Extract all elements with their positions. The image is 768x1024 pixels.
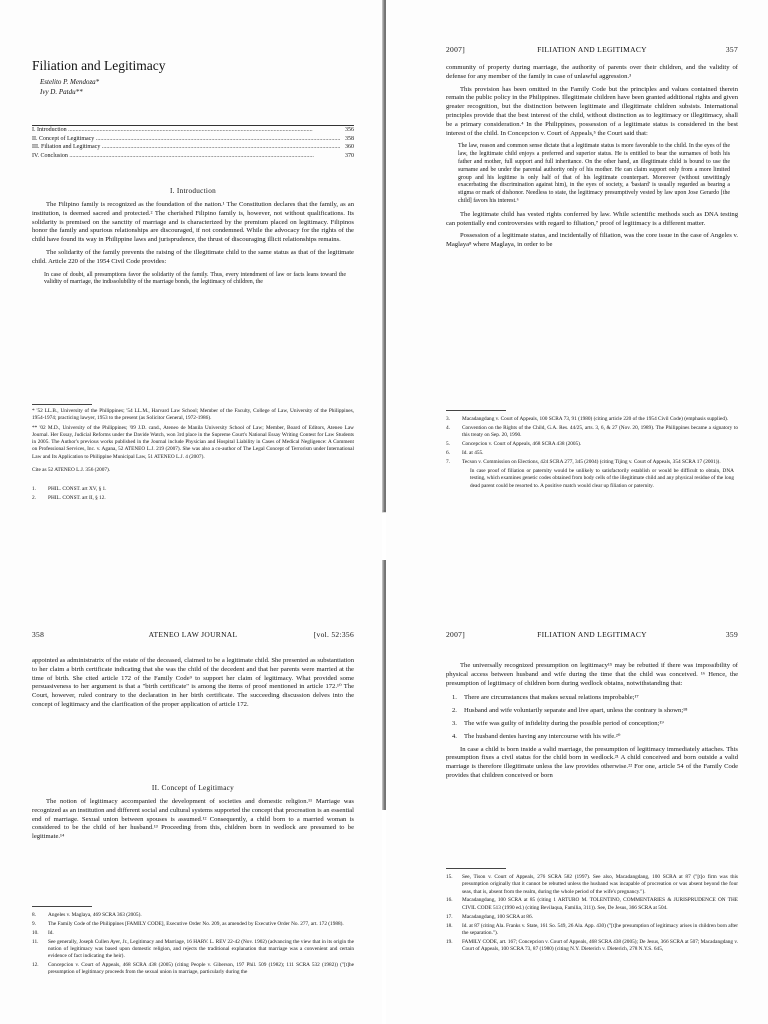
footnote-quote: In case proof of filiation or paternity would be unlikely to satisfactorily establish or would be difficult to obtain, DNA testing, which examines genetic codes obtained from body cells of the illegitimate child and any physical residue of the long dead parent could be resorted to. A positive match would clear up filiation or paternity. xyxy=(470,468,734,489)
footnote: 18. Id. at 87 (citing Ala. Franks v. State, 161 So. 549, 26 Ala. App. 430) ("[t]he presumption of legitimacy arises in children born after the separation."). xyxy=(446,922,738,936)
numbered-list xyxy=(446,694,738,741)
footnote-divider xyxy=(446,868,506,869)
footnote-list xyxy=(446,416,738,490)
citation-line: Cite as 52 ATENEO L.J. 356 (2007). xyxy=(32,467,111,474)
paragraph: Possession of a legitimate status, and incidentally of filiation, was the core issue in the case of Angeles v. Maglaya⁸ where Maglaya, in order to be xyxy=(446,232,738,249)
body-text xyxy=(32,798,354,842)
footnote: 6. Id. at 455. xyxy=(446,449,484,456)
running-header: 2007] FILIATION AND LEGITIMACY 357 xyxy=(446,45,738,54)
paragraph: This provision has been omitted in the Family Code but the principles and values contained therein remain the public policy in the Philippines. Illegitimate children have been granted additional rights and given greater recognition, but the distinction between legitimate and illegitimate children subsists. International principles provide that the best interest of the child, without distinction as to legitimacy or illegitimacy, shall be a primary consideration.⁴ In the Philippines, possession of a legitimate status is considered in the best interest of the child. In Concepcion v. Court of Appeals,⁵ the Court said that: xyxy=(446,85,738,137)
body-text xyxy=(446,64,738,250)
article-title: Filiation and Legitimacy xyxy=(32,58,166,73)
footnote: 1. PHIL. CONST. art XV, § 1. xyxy=(32,486,107,492)
footnote: 12. Concepcion v. Court of Appeals, 468 SCRA 438 (2005) (citing People v. Giberson, 197 Phil. 509 (1982); 111 SCRA 532 (1982)) ("[t]he presumption of legitimacy proceeds from the sexual union in marriage, particularly during the xyxy=(32,962,354,976)
running-header: 358 ATENEO LAW JOURNAL [vol. 52:356 xyxy=(32,630,354,639)
page-359 xyxy=(386,512,768,1024)
footnote: 7. Tecson v. Commission on Elections, 424 SCRA 277, 345 (2004) (citing Tijing v. Court of Appeals, 354 SCRA 17 (2001)). xyxy=(446,458,721,465)
body-text xyxy=(32,657,354,710)
body-text xyxy=(32,201,354,287)
footnote: 10. Id. xyxy=(32,929,54,936)
footnote-list xyxy=(32,486,354,504)
footnote: 8. Angeles v. Maglaya, 469 SCRA 363 (2005). xyxy=(32,912,142,918)
footnote-divider xyxy=(32,404,92,405)
list-item: 3. The wife was guilty of infidelity during the possible period of conception;¹⁹ xyxy=(452,719,664,727)
block-quote: The law, reason and common sense dictate that a legitimate status is more favorable to the child. In the eyes of the law, the legitimate child enjoys a preferred and superior status. He is entitled to bear the surnames of both his father and mother, full support and full inheritance. On the other hand, an illegitimate child is bound to use the surname and be under the parental authority only of his mother. He can claim support only from a more limited group and his legitime is only half of that of his legitimate counterpart. Moreover (without unwittingly exacerbating the discrimination against him), in the eyes of society, a 'bastard' is usually regarded as bearing a stigma or mark of dishonor. Needless to state, the legitimacy presumptively vested by law upon Jose Gerardo [the child] favors his interest.⁶ xyxy=(458,143,730,204)
footnote-divider xyxy=(32,906,92,907)
running-header: 2007] FILIATION AND LEGITIMACY 359 xyxy=(446,630,738,639)
footnote: 9. The Family Code of the Philippines [FAMILY CODE], Executive Order No. 209, as amended by Executive Order No. 277, art. 172 (1988). xyxy=(32,920,344,927)
list-item: 1. There are circumstances that makes sexual relations improbable;¹⁷ xyxy=(452,694,639,702)
paragraph: The solidarity of the family prevents the raising of the illegitimate child to the same status as that of the legitimate child. Article 220 of the 1954 Civil Code provides: xyxy=(32,248,354,265)
page-357 xyxy=(386,0,768,512)
author-1: Estelito P. Mendoza* xyxy=(40,78,100,86)
footnote-divider xyxy=(446,410,506,411)
list-item: 2. Husband and wife voluntarily separate and live apart, unless the contrary is shown;¹⁸ xyxy=(452,707,688,715)
footnote: 11. See generally, Joseph Cullen Ayer, Jr., Legitimacy and Marriage, 16 HARV. L. REV 22-42 (Nov. 1902) (advancing the view that in its origin the notion of legitimacy was based upon domestic religion, and rejects the traditional explanation that marriage was a convenient and certain evidence of fact indicating the heir). xyxy=(32,938,354,960)
footnote: 15. See, Tison v. Court of Appeals, 276 SCRA 582 (1997). See also, Macadangdang, 100 SCRA at 87 ("[t]o firm was this presumption originally that it cannot be rebutted unless the husband was incapable of procreation or was absent beyond the four seas, that is, absent from the realm, during the whole period of the wife's pregnancy."). xyxy=(446,874,738,895)
footnote-list xyxy=(32,912,354,978)
author-notes xyxy=(32,408,354,474)
list-item: 4. The husband denies having any intercourse with his wife.²⁰ xyxy=(452,732,621,740)
toc-row: II. Concept of Legitimacy ..... 358 xyxy=(32,135,354,144)
page-356 xyxy=(0,0,382,512)
toc-row: IV. Conclusion ..... 370 xyxy=(32,152,354,161)
paragraph: The universally recognized presumption on legitimacy¹⁵ may be rebutted if there was impossibility of physical access between husband and wife during the time that the child was conceived. ¹⁶ Hence, the presumption of legitimacy of children born during wedlock obtains, notwithstanding that: xyxy=(446,662,738,687)
paragraph: The legitimate child has vested rights conferred by law. While scientific methods such as DNA testing can potentially end controversies with regard to filiation,⁷ proof of legitimacy is a different matter. xyxy=(446,210,738,227)
footnote-list xyxy=(446,874,738,955)
paragraph: appointed as administratrix of the estate of the deceased, claimed to be a legitimate child. She presented as substantiation to her claim a birth certificate indicating that she was the child of the decedent and that her parents were married at the time of birth. She cited article 172 of the Family Code⁹ to support her claim of legitimacy. What provided some persuasiveness to her argument is that a "birth certificate" is among the items of proof mentioned in article 172.¹⁰ The Court, however, ruled contrary to the declaration in her birth certificate. The succeeding discussion delves into the concept of legitimacy and the clarification of the proper application of article 172. xyxy=(32,657,354,708)
footnote: 19. FAMILY CODE, art. 167; Concepcion v. Court of Appeals, 468 SCRA 438 (2005); De Jesus, 366 SCRA at 507; Macadangdang v. Court of Appeals, 100 SCRA 73, 87 (1980) (citing N.Y. Dieterich v. Dieterich, 278 N.Y.S. 645, xyxy=(446,938,738,953)
block-quote: In case of doubt, all presumptions favor the solidarity of the family. Thus, every intendment of law or facts leans toward the validity of marriage, the indissolubility of the marriage bonds, the legitimacy of children, the xyxy=(44,271,346,286)
footnote: 2. PHIL. CONST. art II, § 12. xyxy=(32,494,106,501)
paragraph: community of property during marriage, the authority of parents over their children, and the validity of defense for any member of the family in case of unlawful aggression.³ xyxy=(446,64,738,80)
section-heading: I. Introduction xyxy=(169,187,217,195)
paragraph: The notion of legitimacy accompanied the development of societies and domestic religion.¹¹ Marriage was recognized as an institution and different social and cultural systems supported the concept that procreation is an essential end of marriage. Sexual union between spouses is assumed.¹² Consequently, a child born to a married woman is considered to be the child of her husband.¹³ Proceeding from this, children born in wedlock are presumed to be legitimate.¹⁴ xyxy=(32,798,354,841)
footnote: 16. Macadangdang, 100 SCRA at 85 (citing 1 ARTURO M. TOLENTINO, COMMENTARIES & JURISPRUDENCE ON THE CIVIL CODE 513 (1990 ed.) (citing Bevilaqua, Familia, 311)). See, De Jesus, 366 SCRA at 504. xyxy=(446,897,738,911)
section-heading: II. Concept of Legitimacy xyxy=(151,784,235,792)
author-note: * '52 LL.B., University of the Philippines; '54 LL.M., Harvard Law School; Member of the Faculty, College of Law, University of the Philippines, 1954-1974; practicing lawyer, 1953 to the present (as Solicitor General, 1972-1986). xyxy=(32,408,354,422)
page-358 xyxy=(0,512,382,1024)
toc-row: III. Filiation and Legitimacy ..... 360 xyxy=(32,143,354,152)
table-of-contents xyxy=(32,124,354,161)
footnote: 3. Macadangdang v. Court of Appeals, 100 SCRA 73, 91 (1980) (citing article 220 of the 1954 Civil Code) (emphasis supplied). xyxy=(446,416,729,422)
author-note: ** '02 M.D., University of the Philippines; '09 J.D. cand., Ateneo de Manila University School of Law; Member, Board of Editors, Ateneo Law Journal. Her Essay, Judicial Reforms under the Davide Watch, won 3rd place in the Supreme Court's National Essay Writing Contest for Law Students in 2005. The Author's previous works published in the Journal include Physician and Hospital Liability in Cases of Medical Negligence: A Comment on Professional Services, Inc. v. Agana, 52 ATENEO L.J. 219 (2007). She was also a co-author of The Legal Concept of Terrorism under International Law and Its Application to Philippine Municipal Law, 51 ATENEO L.J. 4 (2007). xyxy=(32,424,354,460)
footnote: 5. Concepcion v. Court of Appeals, 468 SCRA 438 (2005). xyxy=(446,441,582,448)
author-2: Ivy D. Patdu** xyxy=(40,88,83,96)
toc-row: I. Introduction ..... 356 xyxy=(32,126,354,135)
paragraph: The Filipino family is recognized as the foundation of the nation.¹ The Constitution declares that the family, as an institution, is deemed sacred and protected.² The cherished Filipino family is, however, not without qualifications. Its solidarity is premised on the sanctity of marriage and is characterized by the premium placed on legitimacy. Filipinos honor the family and spurious relationships are discouraged, if not condemned. While the advocacy for the rights of the child have found its way in Philippine laws and jurisprudence, the thrust of discouraging illicit relationships remains. xyxy=(32,201,354,244)
paragraph: In case a child is born inside a valid marriage, the presumption of legitimacy immediately attaches. This presumption fixes a civil status for the child born in wedlock.²¹ A child conceived and born outside a valid marriage is therefore illegitimate unless the law provides otherwise.²² For one, article 54 of the Family Code provides that children conceived or born xyxy=(446,745,738,779)
footnote: 4. Convention on the Rights of the Child, G.A. Res. 44/25, arts. 3, 6, & 27 (Nov. 20, 1989). The Philippines became a signatory to this treaty on Sep. 20, 1990. xyxy=(446,424,738,439)
footnote: 17. Macadangdang, 100 SCRA at 86. xyxy=(446,913,533,920)
body-text xyxy=(446,662,738,781)
